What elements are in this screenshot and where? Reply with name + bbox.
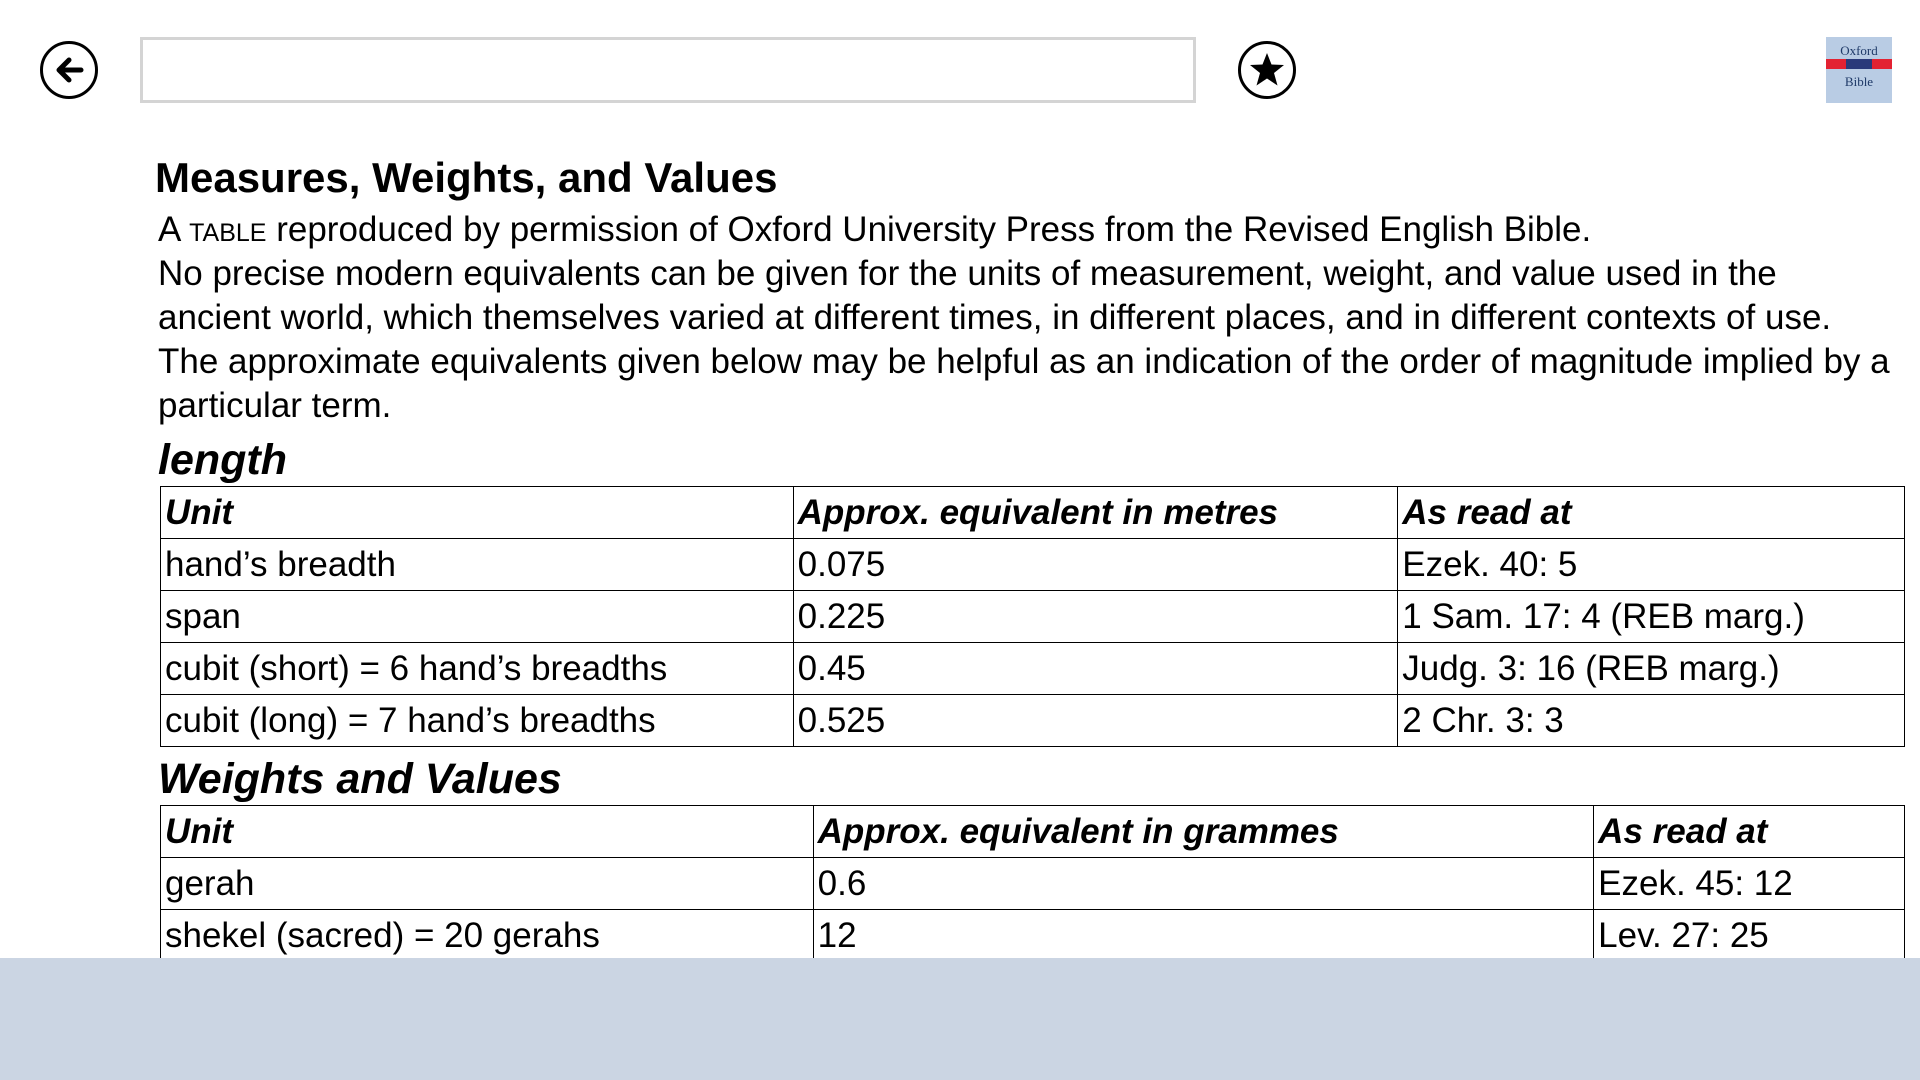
unit-cell: span — [161, 591, 794, 643]
star-icon — [1248, 51, 1286, 89]
intro-paragraph: No precise modern equivalents can be given for the units of measurement, weight, and value used in the ancient world, which themselves varied at different times, in different places, and in different contexts of use. The approximate equivalents given below may be helpful as an indication of the order of magnitude implied by a particular term. — [158, 254, 1890, 425]
unit-cell: gerah — [161, 858, 814, 910]
table-header-row — [161, 487, 1905, 539]
table-row — [161, 539, 1905, 591]
section-heading-length: length — [158, 436, 287, 484]
table-row — [161, 910, 1905, 962]
section-heading-weights: Weights and Values — [158, 755, 562, 803]
table-row — [161, 858, 1905, 910]
equivalent-cell: 0.45 — [793, 643, 1398, 695]
reference-cell: 2 Chr. 3: 3 — [1398, 695, 1905, 747]
bottom-panel — [0, 958, 1920, 1080]
bookmark-button[interactable] — [1238, 41, 1296, 99]
equivalent-cell: 0.6 — [813, 858, 1594, 910]
unit-cell: shekel (sacred) = 20 gerahs — [161, 910, 814, 962]
equivalent-cell: 12 — [813, 910, 1594, 962]
attribution-prefix: A — [158, 210, 190, 249]
unit-cell: cubit (short) = 6 hand’s breadths — [161, 643, 794, 695]
reference-cell: Ezek. 45: 12 — [1594, 858, 1905, 910]
equivalent-cell: 0.075 — [793, 539, 1398, 591]
reference-cell: Lev. 27: 25 — [1594, 910, 1905, 962]
logo-line-2: Bible — [1844, 74, 1874, 89]
equivalent-cell: 0.525 — [793, 695, 1398, 747]
top-bar — [0, 0, 1920, 140]
attribution — [158, 208, 1905, 252]
table-header-row — [161, 806, 1905, 858]
table-row — [161, 695, 1905, 747]
length-table — [160, 486, 1905, 747]
unit-cell: hand’s breadth — [161, 539, 794, 591]
equivalent-cell: 0.225 — [793, 591, 1398, 643]
attribution-smallcaps: table — [189, 210, 267, 249]
unit-cell: cubit (long) = 7 hand’s breadths — [161, 695, 794, 747]
logo-stripe-center — [1846, 59, 1872, 69]
page-title: Measures, Weights, and Values — [155, 154, 778, 201]
logo-line-1: Oxford — [1840, 43, 1878, 58]
reference-cell: 1 Sam. 17: 4 (REB marg.) — [1398, 591, 1905, 643]
table-row — [161, 643, 1905, 695]
column-header: Approx. equivalent in metres — [793, 487, 1398, 539]
search-input[interactable] — [140, 37, 1196, 103]
column-header: As read at — [1594, 806, 1905, 858]
column-header: Approx. equivalent in grammes — [813, 806, 1594, 858]
arrow-left-circle-icon — [51, 52, 87, 88]
reference-cell: Ezek. 40: 5 — [1398, 539, 1905, 591]
attribution-rest: reproduced by permission of Oxford University Press from the Revised English Bible. — [266, 210, 1592, 249]
back-button[interactable] — [40, 41, 98, 99]
column-header: As read at — [1398, 487, 1905, 539]
reference-cell: Judg. 3: 16 (REB marg.) — [1398, 643, 1905, 695]
column-header: Unit — [161, 806, 814, 858]
oxford-bible-logo[interactable] — [1826, 37, 1892, 103]
column-header: Unit — [161, 487, 794, 539]
weights-table — [160, 805, 1905, 962]
table-row — [161, 591, 1905, 643]
article-content — [155, 150, 1905, 962]
